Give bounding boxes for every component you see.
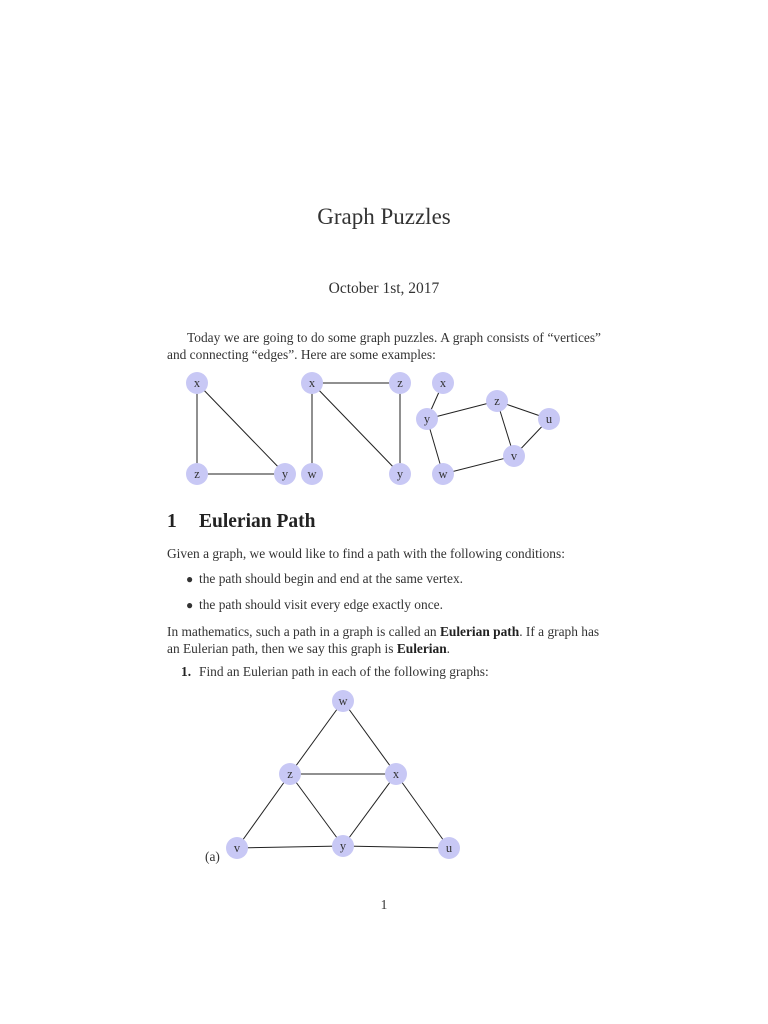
document-date: October 1st, 2017 [328,280,440,297]
vertex-label: w [438,466,448,481]
vertex-label: u [545,411,553,426]
bullet-text: the path should begin and end at the same vertex. [199,571,464,586]
vertex-label: z [397,375,403,390]
term-eulerian-path: Eulerian path [439,624,520,639]
vertex-label: x [439,375,447,390]
section-heading [167,511,315,533]
page-number: 1 [380,897,388,912]
vertex-label: z [194,466,200,481]
vertex-label: w [307,466,317,481]
vertex-label: y [396,466,404,481]
vertex-label: u [445,840,453,855]
definition-text: In mathematics, such a path in a graph is called an [167,624,440,639]
vertex-label: y [339,838,347,853]
graph-edge-z-v [237,774,290,848]
goal-paragraph: Given a graph, we would like to find a path with the following conditions: [167,546,565,561]
vertex-label: y [423,411,431,426]
section-number: 1 [167,511,177,532]
bullet-icon: ● [186,572,194,586]
graph-edge-z-y [290,774,343,846]
vertex-label: x [308,375,316,390]
vertex-label: z [494,393,500,408]
bullet-item [186,597,443,613]
intro-paragraph: Today we are going to do some graph puzzles. A graph consists of “vertices” and connecting “edges”. Here are some examples: [167,330,601,362]
graph-edge-x-y [312,383,400,474]
exercise-item [181,664,489,680]
vertex-label: w [338,693,348,708]
graph-edge-y-u [343,846,449,848]
definition-text: . [446,641,451,656]
graph-edge-x-y [343,774,396,846]
vertex-label: x [193,375,201,390]
vertex-label: y [281,466,289,481]
section-title: Eulerian Path [199,511,316,532]
example-graph-2 [301,372,411,485]
graph-edge-x-u [396,774,449,848]
exercise-text: Find an Eulerian path in each of the following graphs: [199,664,489,679]
graph-edge-v-y [237,846,343,848]
vertex-label: v [233,840,241,855]
bullet-text: the path should visit every edge exactly once. [199,597,443,612]
subpart-label: (a) [205,849,220,864]
example-graph-3 [416,372,560,485]
vertex-label: x [392,766,400,781]
bullet-item [186,571,463,587]
graph-edge-x-y [197,383,285,474]
exercise-number: 1. [181,664,192,679]
exercise-graph-a [226,690,460,859]
graph-edge-w-z [290,701,343,774]
graph-edge-w-x [343,701,396,774]
example-graph-1 [186,372,296,485]
vertex-label: v [510,448,518,463]
page-title: Graph Puzzles [317,204,451,229]
bullet-icon: ● [186,598,194,612]
vertex-label: z [287,766,293,781]
definition-text: . If a graph has an Eulerian path, then we say this graph is [167,624,600,656]
term-eulerian: Eulerian [396,641,447,656]
definition-paragraph [167,623,601,657]
